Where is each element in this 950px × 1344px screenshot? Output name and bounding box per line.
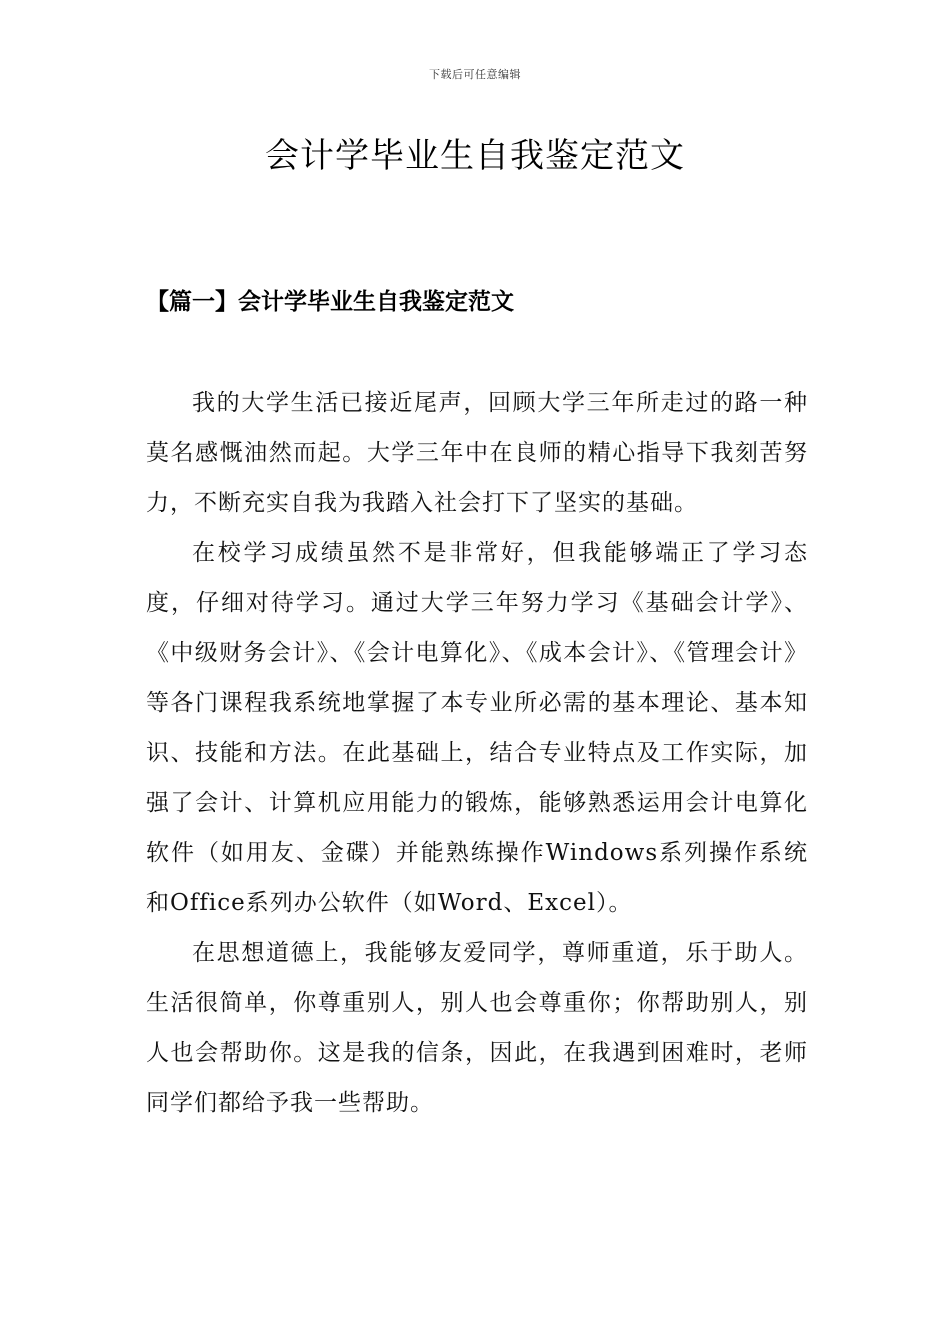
header-note: 下载后可任意编辑	[429, 68, 521, 81]
document-title: 会计学毕业生自我鉴定范文	[265, 136, 685, 176]
paragraph-1: 我的大学生活已接近尾声，回顾大学三年所走过的路一种莫名感慨油然而起。大学三年中在良师的精心指导下我刻苦努力，不断充实自我为我踏入社会打下了坚实的基础。	[146, 390, 808, 516]
paragraph-2: 在校学习成绩虽然不是非常好，但我能够端正了学习态度，仔细对待学习。通过大学三年努力学习《基础会计学》、《中级财务会计》、《会计电算化》、《成本会计》、《管理会计》等各门课程我系统地掌握了本专业所必需的基本理论、基本知识、技能和方法。在此基础上，结合专业特点及工作实际，加强了会计、计算机应用能力的锻炼，能够熟悉运用会计电算化软件（如用友、金碟）并能熟练操作Windows系列操作系统和Office系列办公软件（如Word、Excel）。	[146, 540, 808, 916]
paragraph-3: 在思想道德上，我能够友爱同学，尊师重道，乐于助人。生活很简单，你尊重别人，别人也会尊重你；你帮助别人，别人也会帮助你。这是我的信条，因此，在我遇到困难时，老师同学们都给予我一些帮助。	[146, 940, 808, 1116]
document-body	[146, 378, 808, 1128]
section-heading: 【篇一】会计学毕业生自我鉴定范文	[146, 288, 514, 315]
